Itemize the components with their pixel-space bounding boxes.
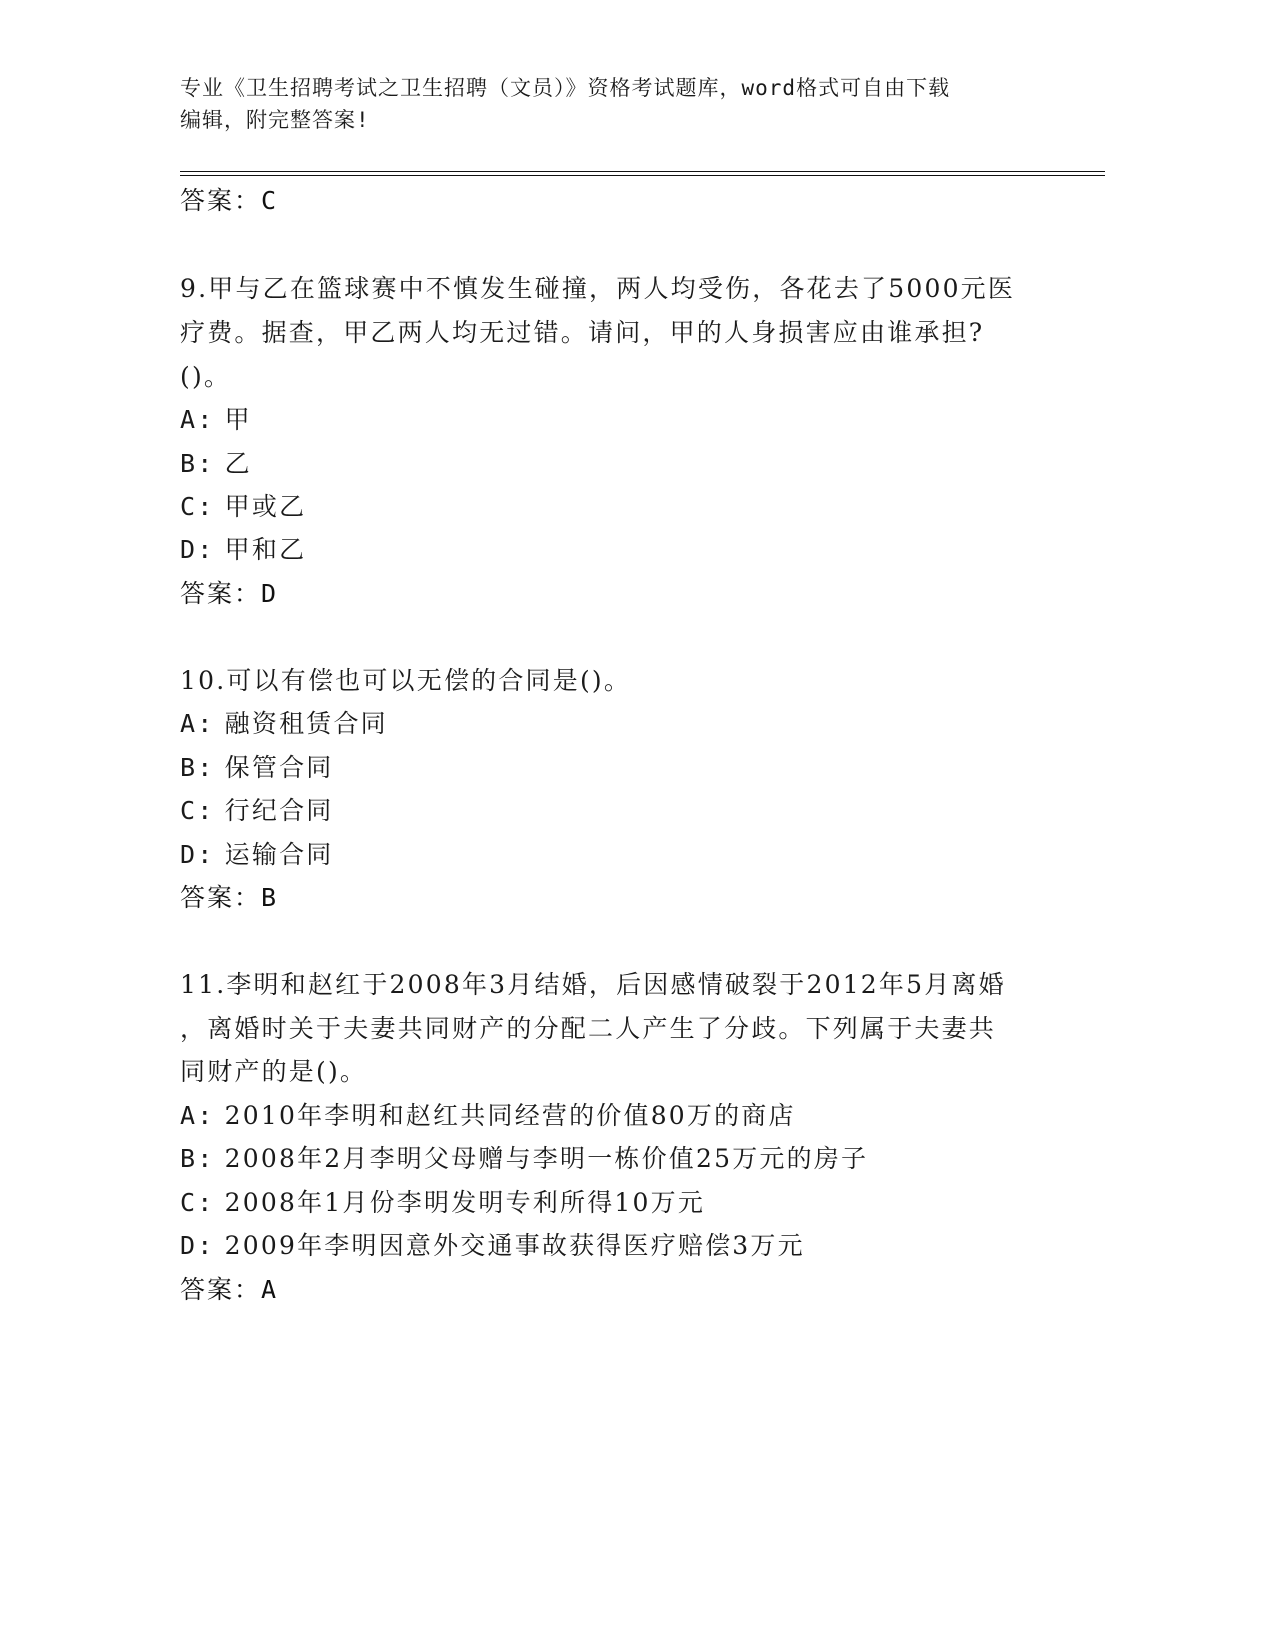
answer-label: 答案： xyxy=(180,186,262,215)
question-10-answer xyxy=(180,883,278,913)
question-9-answer xyxy=(180,579,278,609)
option-text: 2009年李明因意外交通事故获得医疗赔偿3万元 xyxy=(224,1231,805,1260)
question-9-option-c xyxy=(180,492,306,522)
question-10-option-b xyxy=(180,753,333,783)
option-label: D: xyxy=(180,840,215,869)
option-label: D: xyxy=(180,1231,215,1260)
question-9-text-line-2: 疗费。据查，甲乙两人均无过错。请问，甲的人身损害应由谁承担? xyxy=(180,318,985,347)
question-11-text-line-1: 11.李明和赵红于2008年3月结婚，后因感情破裂于2012年5月离婚 xyxy=(180,970,1006,999)
option-text: 2008年1月份李明发明专利所得10万元 xyxy=(224,1188,706,1217)
answer-label: 答案： xyxy=(180,883,262,912)
question-9-option-a xyxy=(180,405,252,435)
question-10-text-line-1: 10.可以有偿也可以无偿的合同是()。 xyxy=(180,666,632,695)
question-10-option-a xyxy=(180,709,388,739)
question-11-text-line-3: 同财产的是()。 xyxy=(180,1057,368,1086)
question-9-option-d xyxy=(180,535,306,565)
option-label: C: xyxy=(180,492,215,521)
option-text: 融资租赁合同 xyxy=(224,709,388,738)
question-11-option-a xyxy=(180,1101,796,1131)
question-11-option-d xyxy=(180,1231,805,1261)
option-label: B: xyxy=(180,449,215,478)
option-label: B: xyxy=(180,1144,215,1173)
option-label: A: xyxy=(180,405,215,434)
option-label: C: xyxy=(180,1188,215,1217)
answer-value: B xyxy=(261,883,279,912)
question-10-option-c xyxy=(180,796,333,826)
option-text: 甲和乙 xyxy=(224,535,307,564)
answer-value: C xyxy=(261,186,279,215)
option-text: 运输合同 xyxy=(224,840,334,869)
option-text: 2010年李明和赵红共同经营的价值80万的商店 xyxy=(224,1101,796,1130)
option-label: A: xyxy=(180,1101,215,1130)
option-label: B: xyxy=(180,753,215,782)
option-text: 2008年2月李明父母赠与李明一栋价值25万元的房子 xyxy=(224,1144,869,1173)
option-label: C: xyxy=(180,796,215,825)
question-10-option-d xyxy=(180,840,333,870)
header-divider-top xyxy=(180,171,1105,172)
document-header xyxy=(180,72,1060,136)
question-11-option-c xyxy=(180,1188,705,1218)
option-text: 行纪合同 xyxy=(224,796,334,825)
option-label: D: xyxy=(180,535,215,564)
question-11-text-line-2: ，离婚时关于夫妻共同财产的分配二人产生了分歧。下列属于夫妻共 xyxy=(180,1014,997,1043)
answer-label: 答案： xyxy=(180,1275,262,1304)
answer-value: D xyxy=(261,579,279,608)
header-line-1: 专业《卫生招聘考试之卫生招聘（文员）》资格考试题库，word格式可自由下载 xyxy=(180,76,951,100)
question-9-option-b xyxy=(180,449,252,479)
option-text: 甲或乙 xyxy=(224,492,307,521)
question-9-text-line-1: 9.甲与乙在篮球赛中不慎发生碰撞，两人均受伤，各花去了5000元医 xyxy=(180,274,1016,303)
question-9-text-line-3: ()。 xyxy=(180,362,232,391)
answer-value: A xyxy=(261,1275,279,1304)
header-divider-bottom xyxy=(180,175,1105,176)
header-line-2: 编辑，附完整答案! xyxy=(180,108,370,132)
option-text: 保管合同 xyxy=(224,753,334,782)
answer-label: 答案： xyxy=(180,579,262,608)
option-text: 甲 xyxy=(224,405,252,434)
option-text: 乙 xyxy=(224,449,252,478)
question-11-option-b xyxy=(180,1144,868,1174)
answer-line xyxy=(180,186,278,216)
question-11-answer xyxy=(180,1275,278,1305)
option-label: A: xyxy=(180,709,215,738)
